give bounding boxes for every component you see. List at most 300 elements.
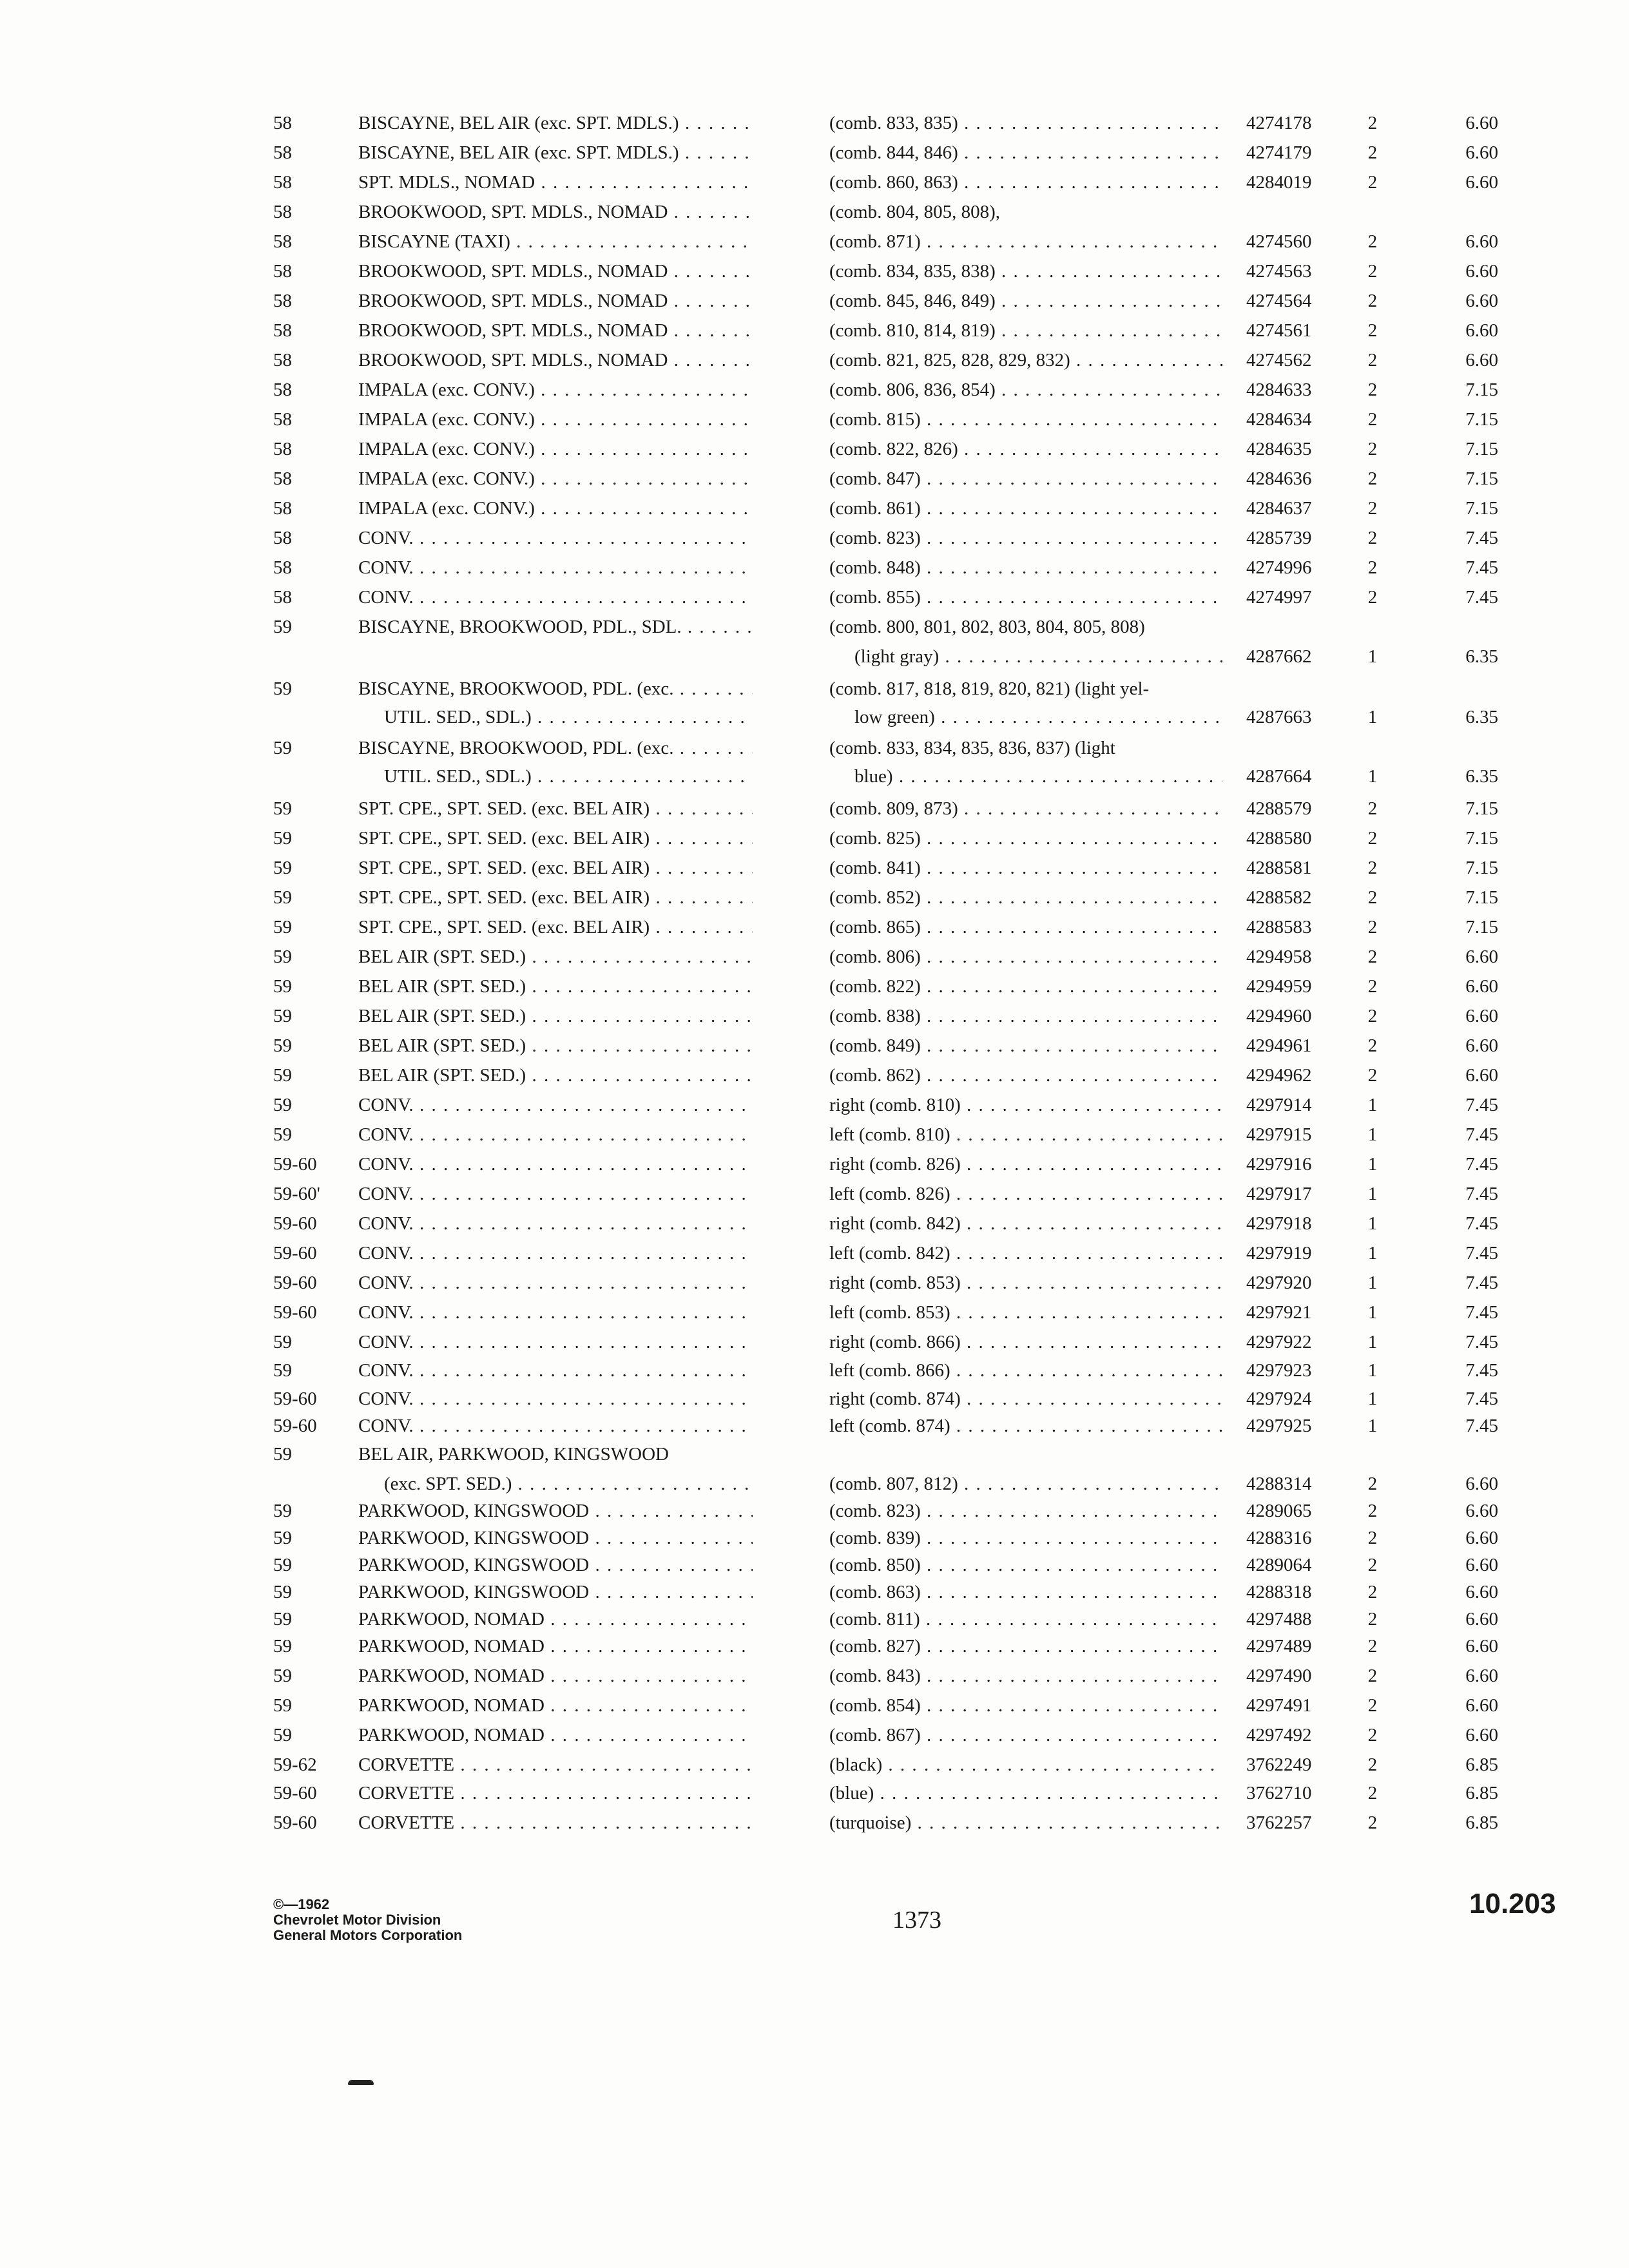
part-number [1246, 612, 1356, 642]
quantity [1360, 316, 1385, 345]
quantity-text: 1 [1367, 1184, 1378, 1204]
combination [829, 168, 1222, 197]
price [1402, 375, 1498, 405]
price-text: 7.45 [1465, 1154, 1498, 1175]
combination [829, 942, 1222, 972]
part-number-text: 4289064 [1246, 1555, 1312, 1575]
part-number-text: 4297916 [1246, 1154, 1312, 1175]
model-name-text: BROOKWOOD, SPT. MDLS., NOMAD . . . [358, 345, 753, 375]
model-name-text: PARKWOOD, KINGSWOOD . . . [358, 1577, 753, 1607]
model-year-text: 58 [273, 439, 292, 459]
model-name [358, 1061, 753, 1090]
table-row [0, 553, 1629, 582]
combination [829, 1604, 1222, 1634]
model-name-text: BROOKWOOD, SPT. MDLS., NOMAD . . . [358, 256, 753, 286]
quantity-text: 1 [1367, 766, 1378, 787]
combination-text: (comb. 863) . . . [829, 1577, 1222, 1607]
quantity [1360, 1720, 1385, 1750]
part-number [1246, 464, 1356, 494]
price [1402, 1469, 1498, 1499]
part-number-text: 4274561 [1246, 320, 1312, 341]
quantity-text: 1 [1367, 1416, 1378, 1436]
quantity [1360, 972, 1385, 1001]
model-name-text: BROOKWOOD, SPT. MDLS., NOMAD . . . [358, 197, 753, 227]
model-name [358, 1523, 753, 1553]
price-text: 7.45 [1465, 1184, 1498, 1204]
part-number-text: 4297914 [1246, 1095, 1312, 1115]
quantity [1360, 553, 1385, 582]
price-text: 7.45 [1465, 557, 1498, 578]
model-year-text: 59 [273, 1501, 292, 1521]
price-text: 6.35 [1465, 766, 1498, 787]
model-year [273, 553, 351, 582]
price-text: 6.60 [1465, 1474, 1498, 1494]
part-number-text: 4288318 [1246, 1582, 1312, 1602]
model-year [273, 1691, 351, 1720]
model-name [358, 138, 753, 168]
price-text: 7.15 [1465, 409, 1498, 430]
price [1402, 256, 1498, 286]
price [1402, 345, 1498, 375]
part-number-text: 4297489 [1246, 1636, 1312, 1657]
price [1402, 1268, 1498, 1298]
table-row [0, 1149, 1629, 1179]
price [1402, 494, 1498, 523]
model-year-text: 59 [273, 1332, 292, 1352]
combination-text: (comb. 839) . . . [829, 1523, 1222, 1553]
table-row [0, 853, 1629, 883]
model-name-text: CONV. . . . [358, 1209, 753, 1238]
model-name-text: PARKWOOD, NOMAD . . . [358, 1631, 753, 1661]
quantity-text: 2 [1367, 557, 1378, 578]
quantity [1360, 733, 1385, 763]
quantity [1360, 1661, 1385, 1691]
model-name-text: BISCAYNE, BROOKWOOD, PDL., SDL. . . . [358, 612, 753, 642]
price [1402, 853, 1498, 883]
quantity-text: 2 [1367, 1582, 1378, 1602]
model-year [273, 286, 351, 316]
combination [829, 1691, 1222, 1720]
part-number-text: 4289065 [1246, 1501, 1312, 1521]
quantity [1360, 1750, 1385, 1780]
table-row [0, 674, 1629, 704]
quantity [1360, 138, 1385, 168]
price [1402, 1577, 1498, 1607]
quantity-text: 2 [1367, 320, 1378, 341]
combination-text: (comb. 815) . . . [829, 405, 1222, 434]
table-row [0, 1469, 1629, 1499]
price [1402, 464, 1498, 494]
model-year-text: 59 [273, 738, 292, 758]
model-name [358, 1411, 753, 1441]
price-text: 7.15 [1465, 468, 1498, 489]
combination-text: left (comb. 826) . . . [829, 1179, 1222, 1209]
model-year [273, 1384, 351, 1414]
part-number-text: 4297922 [1246, 1332, 1312, 1352]
table-row [0, 1411, 1629, 1441]
model-year [273, 227, 351, 256]
part-number-text: 4297492 [1246, 1725, 1312, 1745]
model-name [358, 1238, 753, 1268]
price-text: 6.60 [1465, 1695, 1498, 1716]
part-number [1246, 197, 1356, 227]
price-text: 6.60 [1465, 261, 1498, 282]
model-year-text: 58 [273, 202, 292, 222]
combination [829, 1149, 1222, 1179]
table-row [0, 1808, 1629, 1838]
model-name [358, 1631, 753, 1661]
model-name [358, 1691, 753, 1720]
quantity-text: 2 [1367, 1474, 1378, 1494]
combination [829, 794, 1222, 823]
table-row [0, 1750, 1629, 1780]
model-year-text: 58 [273, 587, 292, 608]
part-number [1246, 1661, 1356, 1691]
model-year-text: 59 [273, 1360, 292, 1381]
model-name-text: SPT. CPE., SPT. SED. (exc. BEL AIR) . . . [358, 853, 753, 883]
combination [829, 1001, 1222, 1031]
table-row [0, 1120, 1629, 1149]
part-number [1246, 1778, 1356, 1808]
part-number [1246, 942, 1356, 972]
part-number-text: 4287662 [1246, 646, 1312, 667]
quantity [1360, 464, 1385, 494]
model-year [273, 1179, 351, 1209]
price [1402, 1179, 1498, 1209]
quantity-text: 2 [1367, 1725, 1378, 1745]
combination-text: (comb. 811) . . . [829, 1604, 1222, 1634]
model-year-text: 59-60' [273, 1184, 320, 1204]
table-row [0, 1061, 1629, 1090]
part-number-text: 4288316 [1246, 1528, 1312, 1548]
model-name-text: BEL AIR (SPT. SED.) . . . [358, 1001, 753, 1031]
model-year-text: 59-60 [273, 1783, 317, 1803]
model-year-text: 59 [273, 1035, 292, 1056]
model-name-text: IMPALA (exc. CONV.) . . . [358, 375, 753, 405]
quantity [1360, 1496, 1385, 1526]
quantity [1360, 1327, 1385, 1357]
quantity-text: 2 [1367, 887, 1378, 908]
combination [829, 523, 1222, 553]
model-year [273, 1577, 351, 1607]
scan-mark [348, 2080, 374, 2085]
quantity [1360, 1469, 1385, 1499]
model-name [358, 1120, 753, 1149]
price [1402, 286, 1498, 316]
part-number [1246, 582, 1356, 612]
model-name [358, 1268, 753, 1298]
price [1402, 942, 1498, 972]
combination [829, 1631, 1222, 1661]
model-name [358, 1149, 753, 1179]
price-text: 7.45 [1465, 587, 1498, 608]
quantity-text: 2 [1367, 1812, 1378, 1833]
model-name [358, 1439, 753, 1469]
publisher-block [273, 1897, 462, 1943]
quantity-text: 2 [1367, 1006, 1378, 1026]
combination-text: (comb. 822, 826) . . . [829, 434, 1222, 464]
part-number [1246, 1691, 1356, 1720]
combination [829, 286, 1222, 316]
price-text: 7.45 [1465, 1332, 1498, 1352]
table-row [0, 1384, 1629, 1414]
part-number [1246, 108, 1356, 138]
model-name [358, 345, 753, 375]
model-name [358, 794, 753, 823]
quantity [1360, 1631, 1385, 1661]
table-row [0, 286, 1629, 316]
combination-text: (turquoise) . . . [829, 1808, 1222, 1838]
model-name-text: BEL AIR, PARKWOOD, KINGSWOOD [358, 1444, 669, 1465]
model-year-text: 58 [273, 261, 292, 282]
part-number [1246, 1523, 1356, 1553]
quantity [1360, 494, 1385, 523]
part-number-text: 4274562 [1246, 350, 1312, 370]
model-name [358, 942, 753, 972]
combination-text: (comb. 806, 836, 854) . . . [829, 375, 1222, 405]
quantity-text: 2 [1367, 858, 1378, 878]
table-row [0, 523, 1629, 553]
model-year-text: 58 [273, 320, 292, 341]
combination [829, 108, 1222, 138]
model-year-text: 59-60 [273, 1389, 317, 1409]
quantity [1360, 1209, 1385, 1238]
model-year [273, 108, 351, 138]
combination-text: (comb. 823) . . . [829, 523, 1222, 553]
quantity [1360, 286, 1385, 316]
model-year [273, 1209, 351, 1238]
part-number [1246, 1179, 1356, 1209]
part-number [1246, 1604, 1356, 1634]
price [1402, 1238, 1498, 1268]
table-row [0, 345, 1629, 375]
model-year [273, 1031, 351, 1061]
model-year [273, 1720, 351, 1750]
model-year [273, 197, 351, 227]
quantity-text: 2 [1367, 1528, 1378, 1548]
model-year [273, 405, 351, 434]
table-row [0, 702, 1629, 732]
part-number-text: 4297921 [1246, 1302, 1312, 1323]
model-year [273, 942, 351, 972]
model-year [273, 1090, 351, 1120]
quantity-text: 2 [1367, 1636, 1378, 1657]
quantity-text: 2 [1367, 291, 1378, 311]
model-name [358, 972, 753, 1001]
combination [829, 972, 1222, 1001]
table-row [0, 1031, 1629, 1061]
model-name [358, 1001, 753, 1031]
model-year-text: 58 [273, 113, 292, 133]
price [1402, 1120, 1498, 1149]
model-year [273, 345, 351, 375]
table-row [0, 1550, 1629, 1580]
model-year-text: 58 [273, 231, 292, 252]
part-number [1246, 1268, 1356, 1298]
combination [829, 612, 1222, 642]
model-name [358, 1031, 753, 1061]
combination [829, 823, 1222, 853]
table-row [0, 316, 1629, 345]
table-row [0, 1209, 1629, 1238]
model-year [273, 674, 351, 704]
table-row [0, 1523, 1629, 1553]
part-number-text: 4274178 [1246, 113, 1312, 133]
model-year [273, 1778, 351, 1808]
price-text: 6.60 [1465, 1636, 1498, 1657]
model-name [358, 674, 753, 704]
quantity-text: 2 [1367, 1065, 1378, 1086]
quantity [1360, 108, 1385, 138]
model-year [273, 853, 351, 883]
model-name [358, 823, 753, 853]
combination [854, 762, 1222, 791]
part-number-text: 4284635 [1246, 439, 1312, 459]
model-year-text: 59 [273, 1006, 292, 1026]
combination [829, 1411, 1222, 1441]
table-row [0, 197, 1629, 227]
price-text: 7.45 [1465, 1273, 1498, 1293]
table-row [0, 582, 1629, 612]
combination [829, 1179, 1222, 1209]
part-number [1246, 674, 1356, 704]
part-number [1246, 733, 1356, 763]
model-year-text: 58 [273, 142, 292, 163]
table-row [0, 494, 1629, 523]
model-year-text: 59 [273, 1725, 292, 1745]
combination [829, 375, 1222, 405]
page-number: 1373 [892, 1907, 941, 1934]
combination-text: (comb. 823) . . . [829, 1496, 1222, 1526]
part-number-text: 4294962 [1246, 1065, 1312, 1086]
quantity [1360, 1298, 1385, 1327]
table-row [0, 1496, 1629, 1526]
corporation-name: General Motors Corporation [273, 1927, 463, 1943]
model-year [273, 1356, 351, 1385]
model-year-text: 59 [273, 1124, 292, 1145]
quantity [1360, 762, 1385, 791]
combination-text: (comb. 800, 801, 802, 803, 804, 805, 808) [829, 617, 1145, 637]
price [1402, 823, 1498, 853]
quantity [1360, 883, 1385, 912]
model-year [273, 1469, 351, 1499]
model-year [273, 1604, 351, 1634]
part-number-text: 4294958 [1246, 947, 1312, 967]
quantity-text: 2 [1367, 976, 1378, 997]
model-year [273, 1149, 351, 1179]
part-number-text: 4297918 [1246, 1213, 1312, 1234]
model-year-text: 58 [273, 172, 292, 193]
combination-text: (comb. 860, 863) . . . [829, 168, 1222, 197]
quantity [1360, 702, 1385, 732]
price [1402, 1778, 1498, 1808]
price-text: 7.45 [1465, 1360, 1498, 1381]
price-text: 6.60 [1465, 1528, 1498, 1548]
model-year-text: 59-60 [273, 1416, 317, 1436]
part-number-text: 4274996 [1246, 557, 1312, 578]
combination [829, 1268, 1222, 1298]
model-name [358, 1661, 753, 1691]
model-name-text: IMPALA (exc. CONV.) . . . [358, 494, 753, 523]
combination-text: right (comb. 826) . . . [829, 1149, 1222, 1179]
combination [829, 1523, 1222, 1553]
model-name-text: CORVETTE . . . [358, 1808, 753, 1838]
quantity-text: 2 [1367, 380, 1378, 400]
model-name-text: IMPALA (exc. CONV.) . . . [358, 464, 753, 494]
model-name [358, 612, 753, 642]
quantity [1360, 674, 1385, 704]
price [1402, 405, 1498, 434]
part-number-text: 4288579 [1246, 798, 1312, 819]
model-year-text: 59 [273, 1695, 292, 1716]
model-name-text: PARKWOOD, KINGSWOOD . . . [358, 1523, 753, 1553]
model-year [273, 1631, 351, 1661]
quantity [1360, 1778, 1385, 1808]
combination [829, 582, 1222, 612]
combination [829, 1120, 1222, 1149]
model-year-text: 59-60 [273, 1154, 317, 1175]
quantity-text: 1 [1367, 1332, 1378, 1352]
model-name [358, 582, 753, 612]
model-name [358, 883, 753, 912]
part-number-text: 4297919 [1246, 1243, 1312, 1264]
model-name-text: SPT. CPE., SPT. SED. (exc. BEL AIR) . . . [358, 794, 753, 823]
part-number [1246, 1577, 1356, 1607]
price-text: 6.60 [1465, 1555, 1498, 1575]
quantity-text: 1 [1367, 1243, 1378, 1264]
table-row [0, 464, 1629, 494]
price-text: 7.15 [1465, 798, 1498, 819]
model-name [358, 1090, 753, 1120]
model-year-text: 59-60 [273, 1273, 317, 1293]
part-number [1246, 523, 1356, 553]
model-name-text: SPT. CPE., SPT. SED. (exc. BEL AIR) . . . [358, 823, 753, 853]
model-year [273, 1661, 351, 1691]
price [1402, 674, 1498, 704]
quantity [1360, 1808, 1385, 1838]
price-text: 7.15 [1465, 887, 1498, 908]
model-name-text: BEL AIR (SPT. SED.) . . . [358, 942, 753, 972]
part-number-text: 4284633 [1246, 380, 1312, 400]
price [1402, 1604, 1498, 1634]
model-year-text: 59 [273, 1095, 292, 1115]
combination-text: right (comb. 853) . . . [829, 1268, 1222, 1298]
price [1402, 227, 1498, 256]
model-name-text: BEL AIR (SPT. SED.) . . . [358, 1031, 753, 1061]
combination [829, 405, 1222, 434]
model-name [358, 1356, 753, 1385]
combination [829, 345, 1222, 375]
price [1402, 1661, 1498, 1691]
quantity-text: 2 [1367, 231, 1378, 252]
model-name-text: CONV. . . . [358, 1120, 753, 1149]
quantity [1360, 1179, 1385, 1209]
model-name-text: SPT. MDLS., NOMAD . . . [358, 168, 753, 197]
model-year [273, 883, 351, 912]
part-number-text: 4284019 [1246, 172, 1312, 193]
combination-text: (comb. 806) . . . [829, 942, 1222, 972]
table-row [0, 434, 1629, 464]
combination [829, 256, 1222, 286]
quantity [1360, 1238, 1385, 1268]
part-number-text: 4274179 [1246, 142, 1312, 163]
model-name [358, 1209, 753, 1238]
part-number-text: 4297925 [1246, 1416, 1312, 1436]
model-year-text: 59 [273, 1528, 292, 1548]
combination-text: (comb. 847) . . . [829, 464, 1222, 494]
quantity [1360, 1604, 1385, 1634]
model-name-text: CONV. . . . [358, 1356, 753, 1385]
